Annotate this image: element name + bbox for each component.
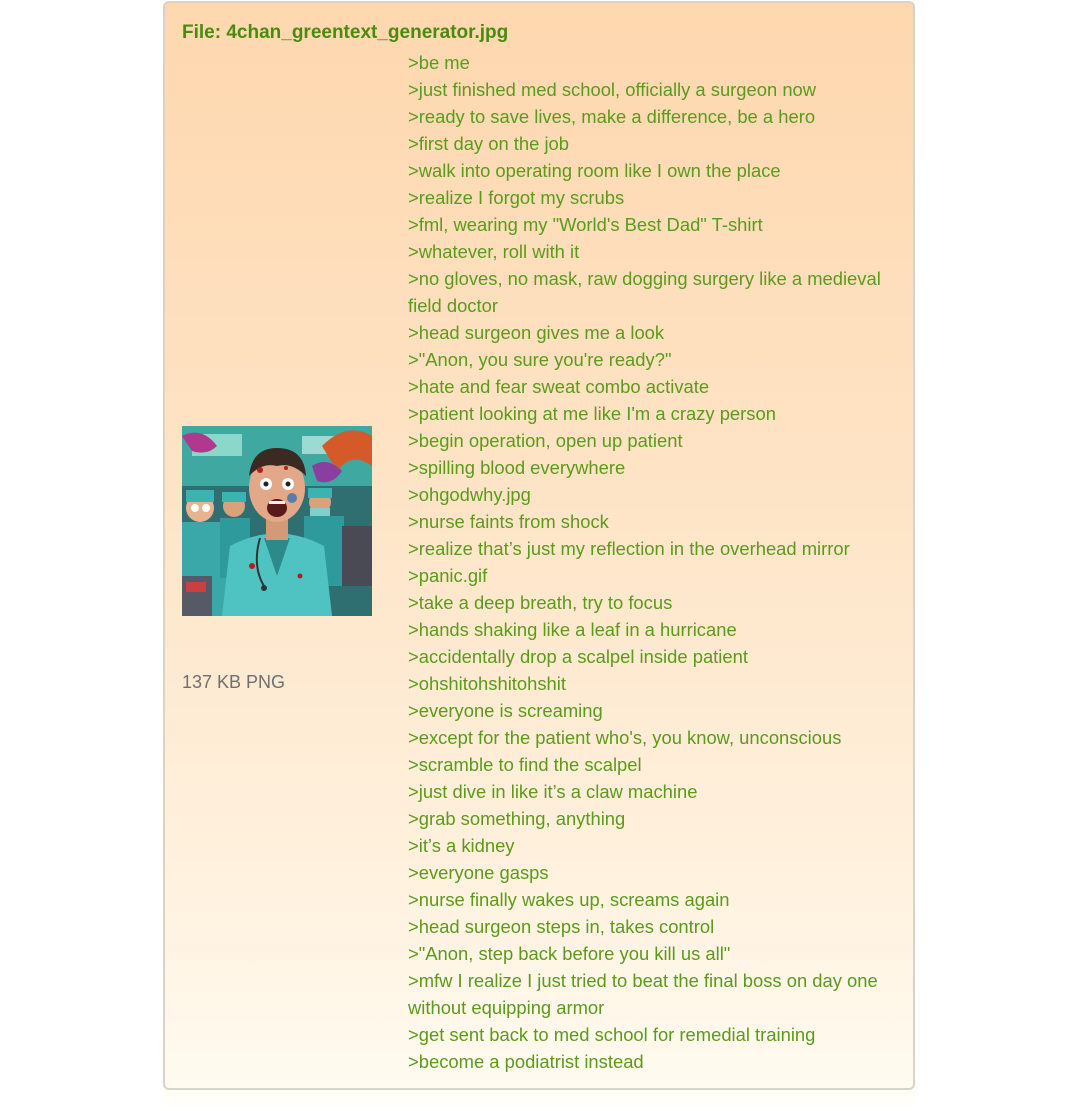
greentext-line: >whatever, roll with it: [408, 241, 580, 262]
greentext-line: >panic.gif: [408, 565, 488, 586]
greentext-line: without equipping armor: [408, 997, 605, 1018]
surgeon-illustration-icon: [182, 426, 372, 616]
greentext-line: >"Anon, you sure you're ready?": [408, 349, 672, 370]
greentext-line: >get sent back to med school for remedial training: [408, 1024, 816, 1045]
greentext-line: >nurse finally wakes up, screams again: [408, 889, 730, 910]
greentext-line: field doctor: [408, 295, 498, 316]
greentext-line: >be me: [408, 52, 470, 73]
greentext-line: >it’s a kidney: [408, 835, 515, 856]
greentext-line: >just finished med school, officially a surgeon now: [408, 79, 817, 100]
greentext-line: >walk into operating room like I own the place: [408, 160, 781, 181]
greentext-line: >hate and fear sweat combo activate: [408, 376, 710, 397]
greentext-line: >nurse faints from shock: [408, 511, 609, 532]
greentext-line: >grab something, anything: [408, 808, 626, 829]
greentext-line: >head surgeon steps in, takes control: [408, 916, 715, 937]
greentext-body: [408, 49, 908, 1075]
greentext-line: >fml, wearing my "World's Best Dad" T-shirt: [408, 214, 763, 235]
greentext-line: >hands shaking like a leaf in a hurricane: [408, 619, 737, 640]
greentext-line: >begin operation, open up patient: [408, 430, 683, 451]
greentext-line: >become a podiatrist instead: [408, 1051, 644, 1072]
greentext-line: >everyone is screaming: [408, 700, 603, 721]
greentext-line: >realize that’s just my reflection in the overhead mirror: [408, 538, 850, 559]
greentext-line: >accidentally drop a scalpel inside patient: [408, 646, 748, 667]
greentext-line: >ohshitohshitohshit: [408, 673, 566, 694]
greentext-line: >head surgeon gives me a look: [408, 322, 665, 343]
greentext-line: >ohgodwhy.jpg: [408, 484, 531, 505]
greentext-line: >except for the patient who's, you know, unconscious: [408, 727, 842, 748]
file-name-link[interactable]: File: 4chan_greentext_generator.jpg: [182, 22, 509, 43]
file-size-label: 137 KB PNG: [182, 672, 286, 692]
greentext-line: >first day on the job: [408, 133, 570, 154]
greentext-line: >"Anon, step back before you kill us all": [408, 943, 731, 964]
greentext-line: >just dive in like it’s a claw machine: [408, 781, 698, 802]
greentext-line: >everyone gasps: [408, 862, 549, 883]
greentext-line: >spilling blood everywhere: [408, 457, 626, 478]
greentext-line: >realize I forgot my scrubs: [408, 187, 625, 208]
greentext-line: >take a deep breath, try to focus: [408, 592, 673, 613]
greentext-line: >ready to save lives, make a difference, be a hero: [408, 106, 816, 127]
thumbnail-image[interactable]: [182, 426, 372, 616]
greentext-line: >no gloves, no mask, raw dogging surgery like a medieval: [408, 268, 881, 289]
post-container: [163, 1, 915, 1090]
greentext-line: >scramble to find the scalpel: [408, 754, 642, 775]
greentext-line: >mfw I realize I just tried to beat the final boss on day one: [408, 970, 878, 991]
greentext-line: >patient looking at me like I'm a crazy person: [408, 403, 776, 424]
post-bottom-fade: [163, 1090, 915, 1111]
